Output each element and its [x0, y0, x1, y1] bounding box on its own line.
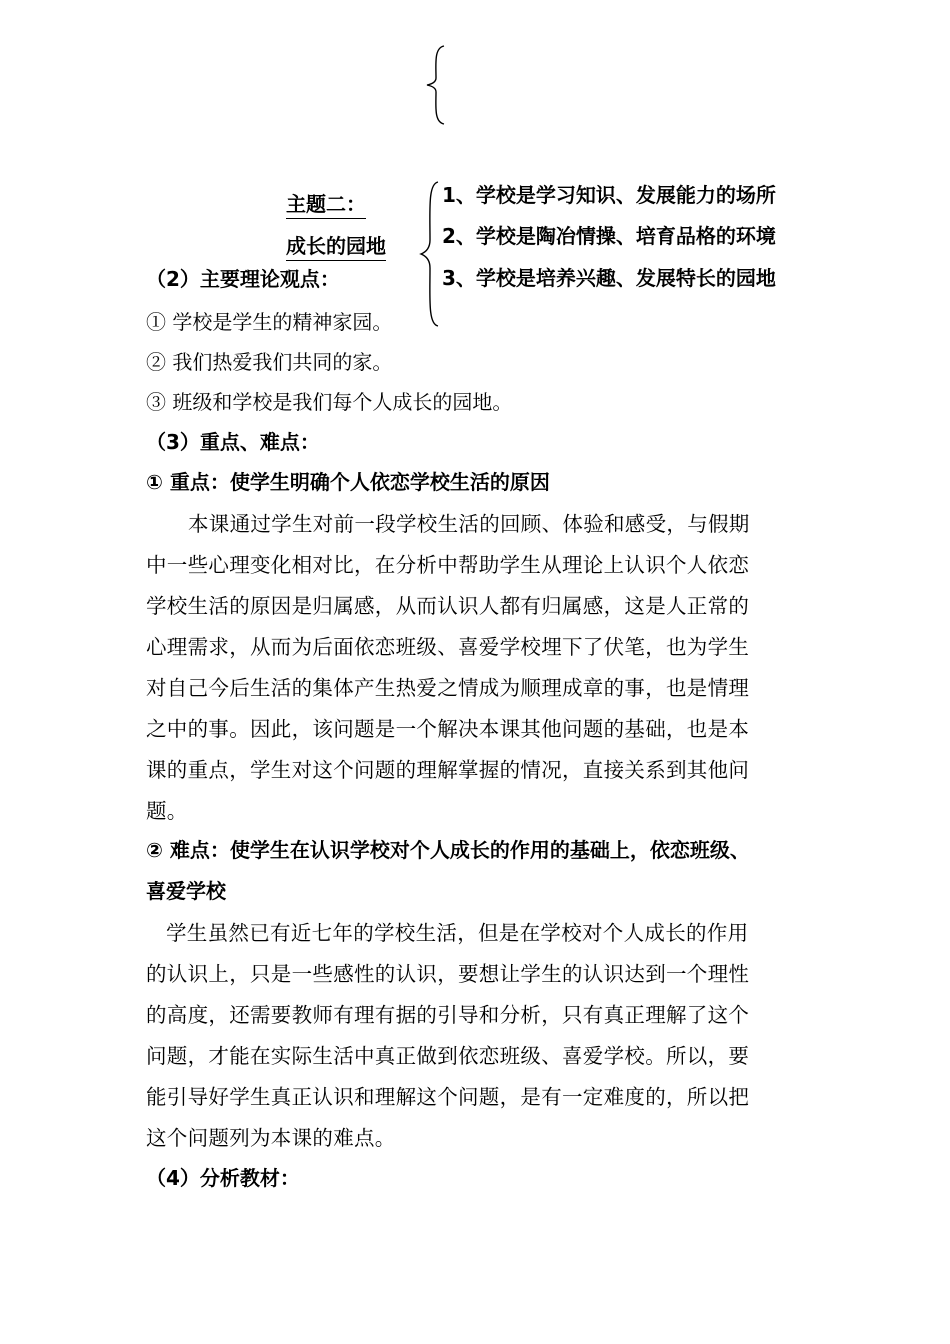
key-para-line: 本课通过学生对前一段学校生活的回顾、体验和感受，与假期 [188, 512, 750, 536]
key-para-line: 心理需求，从而为后面依恋班级、喜爱学校埋下了伏笔，也为学生 [146, 635, 750, 659]
difficulty-heading-cont: 喜爱学校 [146, 879, 226, 903]
difficulty-para-line: 问题，才能在实际生活中真正做到依恋班级、喜爱学校。所以，要 [146, 1044, 750, 1068]
top-brace-icon [424, 44, 448, 126]
key-point-heading: ① 重点：使学生明确个人依恋学校生活的原因 [146, 470, 550, 494]
difficulty-para-line: 这个问题列为本课的难点。 [146, 1126, 396, 1150]
difficulty-para-line: 能引导好学生真正认识和理解这个问题，是有一定难度的，所以把 [146, 1085, 750, 1109]
theme-branch-2: 2、学校是陶冶情操、培育品格的环境 [442, 224, 776, 248]
point-1: ① 学校是学生的精神家园。 [146, 310, 393, 334]
section2-heading: （2）主要理论观点： [146, 267, 340, 291]
key-para-line: 题。 [146, 799, 188, 823]
point-3: ③ 班级和学校是我们每个人成长的园地。 [146, 390, 513, 414]
key-para-line: 之中的事。因此，该问题是一个解决本课其他问题的基础，也是本 [146, 717, 750, 741]
section3-heading: （3）重点、难点： [146, 430, 320, 454]
difficulty-para-line: 的高度，还需要教师有理有据的引导和分析，只有真正理解了这个 [146, 1003, 750, 1027]
difficulty-heading: ② 难点：使学生在认识学校对个人成长的作用的基础上，依恋班级、 [146, 838, 750, 862]
key-para-line: 课的重点，学生对这个问题的理解掌握的情况，直接关系到其他问 [146, 758, 750, 782]
key-para-line: 学校生活的原因是归属感，从而认识人都有归属感，这是人正常的 [146, 594, 750, 618]
key-para-line: 对自己今后生活的集体产生热爱之情成为顺理成章的事，也是情理 [146, 676, 750, 700]
theme-branch-3: 3、学校是培养兴趣、发展特长的园地 [442, 266, 776, 290]
theme-title: 主题二： [286, 188, 366, 219]
difficulty-para-line: 学生虽然已有近七年的学校生活，但是在学校对个人成长的作用 [166, 921, 749, 945]
theme-brace-icon [418, 180, 442, 328]
difficulty-para-line: 的认识上，只是一些感性的认识，要想让学生的认识达到一个理性 [146, 962, 750, 986]
section4-heading: （4）分析教材： [146, 1166, 300, 1190]
theme-subtitle: 成长的园地 [286, 230, 386, 261]
key-para-line: 中一些心理变化相对比，在分析中帮助学生从理论上认识个人依恋 [146, 553, 750, 577]
theme-branch-1: 1、学校是学习知识、发展能力的场所 [442, 183, 776, 207]
point-2: ② 我们热爱我们共同的家。 [146, 350, 393, 374]
